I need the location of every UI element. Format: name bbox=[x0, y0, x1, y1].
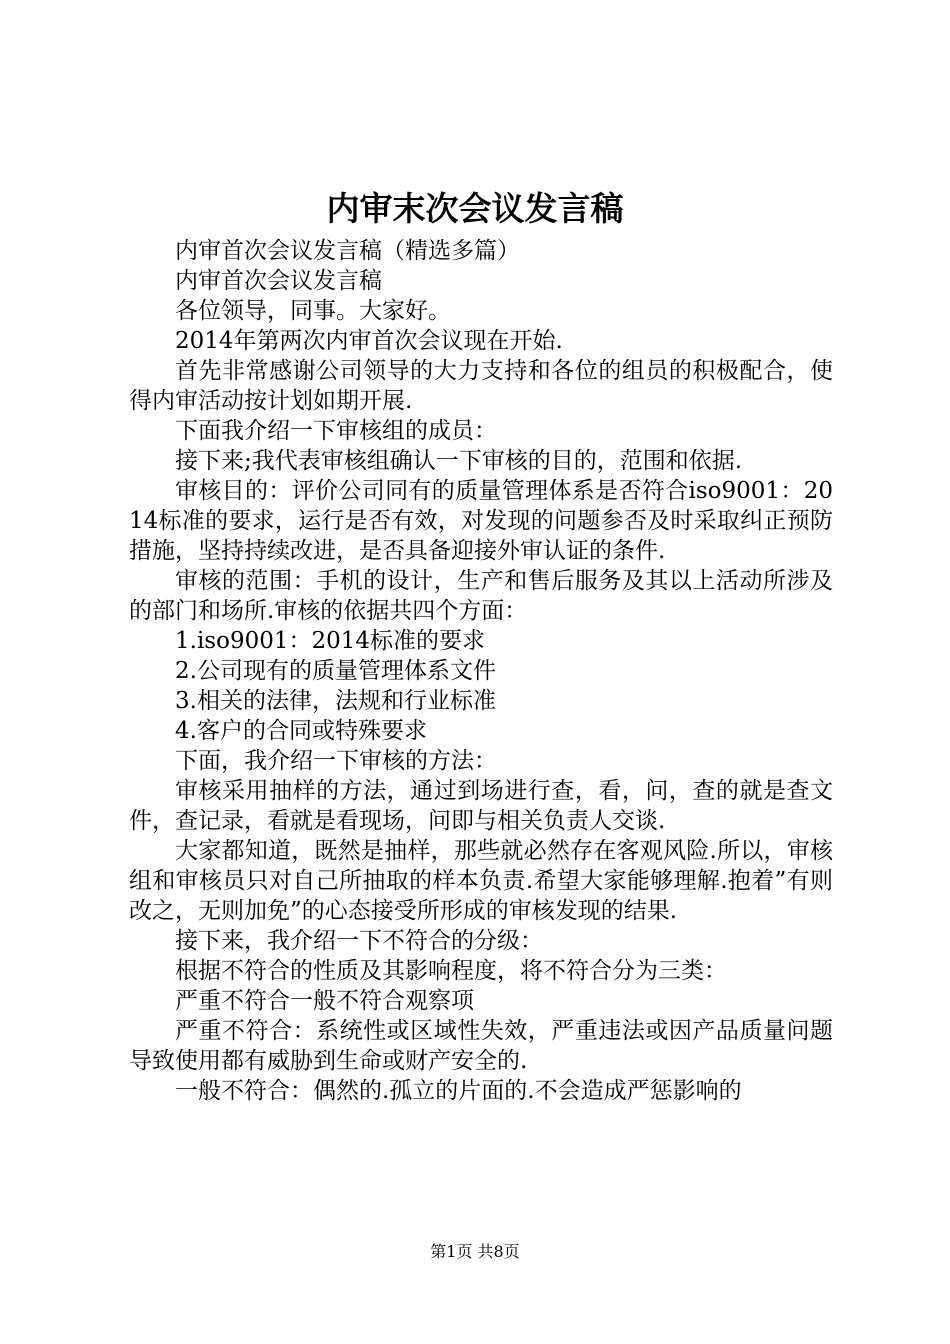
paragraph: 下面我介绍一下审核组的成员： bbox=[175, 418, 497, 444]
paragraph: 首先非常感谢公司领导的大力支持和各位的组员的积极配合，使得内审活动按计划如期开展. bbox=[129, 358, 833, 414]
paragraph: 一般不符合：偶然的.孤立的片面的.不会造成严惩影响的 bbox=[175, 1078, 742, 1104]
paragraph: 大家都知道，既然是抽样，那些就必然存在客观风险.所以，审核组和审核员只对自己所抽取的样本负责.希望大家能够理解.抱着”有则改之，无则加免”的心态接受所形成的审核发现的结果. bbox=[129, 838, 833, 924]
paragraph: 2014年第两次内审首次会议现在开始. bbox=[175, 328, 563, 354]
paragraph: 接下来，我介绍一下不符合的分级： bbox=[175, 928, 543, 954]
paragraph: 严重不符合：系统性或区域性失效，严重违法或因产品质量问题导致使用都有威胁到生命或财产安全的. bbox=[129, 1018, 833, 1074]
paragraph: 审核目的：评价公司同有的质量管理体系是否符合iso9001：2014标准的要求，运行是否有效，对发现的问题参否及时采取纠正预防措施，坚持持续改进，是否具备迎接外审认证的条件. bbox=[129, 478, 833, 564]
paragraph: 下面，我介绍一下审核的方法： bbox=[175, 748, 497, 774]
paragraph: 审核的范围：手机的设计，生产和售后服务及其以上活动所涉及的部门和场所.审核的依据共四个方面： bbox=[129, 568, 833, 624]
document-title: 内审末次会议发言稿 bbox=[326, 189, 624, 228]
paragraph: 严重不符合一般不符合观察项 bbox=[175, 988, 474, 1014]
paragraph: 内审首次会议发言稿 bbox=[175, 268, 382, 294]
paragraph: 审核采用抽样的方法，通过到场进行查，看，问，查的就是查文件，查记录，看就是看现场，问即与相关负责人交谈. bbox=[129, 778, 833, 834]
paragraph: 接下来;我代表审核组确认一下审核的目的，范围和依据. bbox=[175, 448, 743, 474]
document-body bbox=[129, 236, 833, 1106]
paragraph: 根据不符合的性质及其影响程度，将不符合分为三类： bbox=[175, 958, 727, 984]
paragraph: 各位领导，同事。大家好。 bbox=[175, 298, 451, 324]
list-item: 2.公司现有的质量管理体系文件 bbox=[175, 658, 496, 684]
paragraph: 内审首次会议发言稿（精选多篇） bbox=[175, 238, 520, 264]
page-number-footer: 第1页 共8页 bbox=[430, 1242, 520, 1261]
list-item: 3.相关的法律，法规和行业标准 bbox=[175, 688, 496, 714]
list-item: 4.客户的合同或特殊要求 bbox=[175, 718, 427, 744]
list-item: 1.iso9001：2014标准的要求 bbox=[175, 628, 486, 654]
